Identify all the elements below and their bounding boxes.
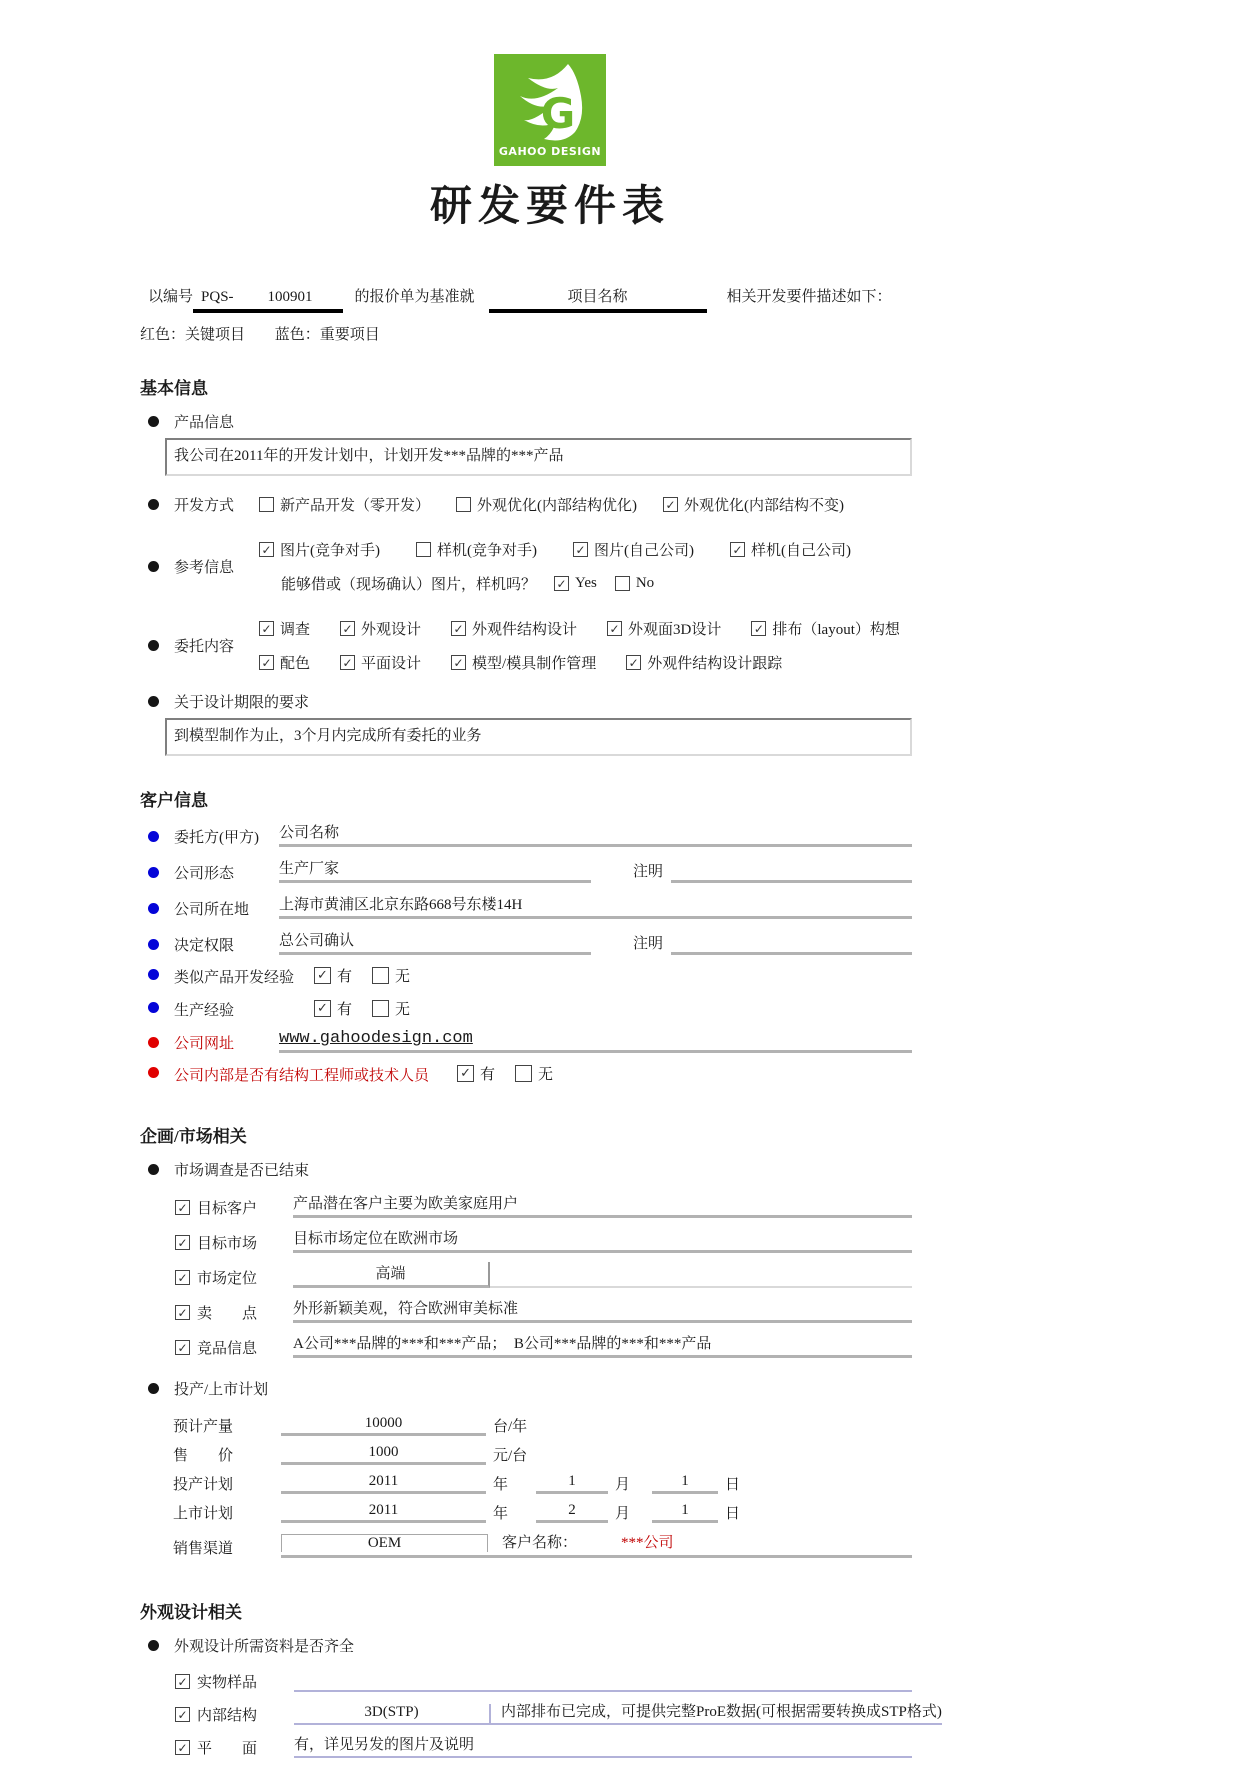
prod-experience-row <box>148 998 912 1021</box>
checkbox-own-picture[interactable]: ✓ <box>573 542 588 557</box>
checkbox-label: 样机(竞争对手) <box>437 543 537 559</box>
output-row <box>173 1415 912 1436</box>
production-plan-row <box>173 1473 912 1494</box>
product-info-label: 产品信息 <box>174 415 235 431</box>
checkbox-competitor-info[interactable]: ✓ <box>175 1340 190 1355</box>
page-title: 研发要件表 <box>429 184 670 230</box>
color-legend <box>140 323 1241 344</box>
logo-brand-text: GAHOO DESIGN <box>498 145 602 158</box>
checkbox-label: 模型/模具制作管理 <box>472 656 597 672</box>
price-row <box>173 1444 912 1465</box>
checkbox-optimize-structure[interactable] <box>456 497 471 512</box>
checkbox-target-customer[interactable]: ✓ <box>175 1200 190 1215</box>
section-heading-customer: 客户信息 <box>140 791 208 810</box>
checkbox-label: Yes <box>575 575 597 591</box>
borrow-yes <box>554 575 597 592</box>
header-prefix: 以编号 <box>148 289 194 305</box>
dev-experience-no <box>372 965 410 986</box>
checkbox-no[interactable] <box>615 576 630 591</box>
sales-channel-row <box>173 1531 912 1558</box>
deadline-label: 关于设计期限的要求 <box>174 695 310 711</box>
launch-year-field[interactable]: 2011 <box>281 1502 486 1523</box>
engineer-no <box>515 1063 553 1084</box>
market-survey-row <box>148 1159 1241 1180</box>
dev-mode-option-1 <box>259 494 430 515</box>
checkbox-label: 有 <box>480 1067 496 1083</box>
commission-3d-design <box>607 618 721 639</box>
launch-date-row <box>173 1502 912 1523</box>
price-field[interactable]: 1000 <box>281 1444 486 1465</box>
checkbox-label: 排布（layout）构想 <box>772 622 900 638</box>
target-market-label: 目标市场 <box>197 1236 258 1252</box>
dev-experience-label: 类似产品开发经验 <box>174 970 295 986</box>
checkbox-label: 图片(竞争对手) <box>280 543 380 559</box>
checkbox-survey[interactable]: ✓ <box>259 621 274 636</box>
bullet-icon <box>148 1640 159 1651</box>
quote-code-label: PQS- <box>201 289 234 305</box>
note-label: 注明 <box>633 936 664 952</box>
borrow-no <box>615 575 654 592</box>
internal-structure-format-field[interactable]: 3D(STP) <box>294 1704 491 1725</box>
launch-date-label: 上市计划 <box>173 1506 234 1522</box>
launch-plan-label: 投产/上市计划 <box>174 1382 269 1398</box>
dev-experience-row <box>148 965 912 988</box>
checkbox-label: No <box>635 575 655 591</box>
location-label: 公司所在地 <box>174 902 250 918</box>
bullet-icon <box>148 1037 159 1048</box>
checkbox-appearance-design[interactable]: ✓ <box>340 621 355 636</box>
checkbox-graphic[interactable]: ✓ <box>175 1740 190 1755</box>
client-label: 委托方(甲方) <box>174 830 259 846</box>
section-heading-planning: 企画/市场相关 <box>140 1127 247 1146</box>
client-name-label: 客户名称： <box>502 1535 578 1551</box>
deadline-input[interactable]: 到模型制作为止，3个月内完成所有委托的业务 <box>165 718 912 756</box>
bullet-icon <box>148 1164 159 1175</box>
checkbox-label: 有 <box>337 1002 353 1018</box>
checkbox-label: 无 <box>538 1067 554 1083</box>
header-middle: 的报价单为基准就 <box>354 289 475 305</box>
company-type-note-field[interactable] <box>671 859 912 883</box>
authority-note-field[interactable] <box>671 931 912 955</box>
production-day-field[interactable]: 1 <box>652 1473 718 1494</box>
quote-code-field[interactable] <box>193 289 343 313</box>
commission-row <box>148 618 1241 673</box>
output-field[interactable]: 10000 <box>281 1415 486 1436</box>
bullet-icon <box>148 867 159 878</box>
commission-appearance-design <box>340 618 421 639</box>
checkbox-mold-management[interactable]: ✓ <box>451 655 466 670</box>
month-unit: 月 <box>615 1477 631 1493</box>
price-unit: 元/台 <box>493 1448 528 1464</box>
prod-experience-yes <box>314 998 352 1019</box>
year-unit: 年 <box>493 1477 509 1493</box>
checkbox-competitor-picture[interactable]: ✓ <box>259 542 274 557</box>
competitor-info-label: 竞品信息 <box>197 1341 258 1357</box>
checkbox-label: 无 <box>395 969 411 985</box>
checkbox-color[interactable]: ✓ <box>259 655 274 670</box>
checkbox-label: 有 <box>337 969 353 985</box>
prod-experience-no <box>372 998 410 1019</box>
reference-option-4 <box>730 539 851 560</box>
sales-channel-label: 销售渠道 <box>173 1541 234 1557</box>
target-market-field[interactable]: 目标市场定位在欧洲市场 <box>293 1227 912 1253</box>
borrow-question: 能够借或（现场确认）图片，样机吗？ <box>281 577 537 593</box>
checkbox-has-experience[interactable]: ✓ <box>314 1000 331 1017</box>
checkbox-no-experience[interactable] <box>372 967 389 984</box>
checkbox-no-experience[interactable] <box>372 1000 389 1017</box>
production-plan-label: 投产计划 <box>173 1477 234 1493</box>
reference-option-3 <box>573 539 694 560</box>
checkbox-market-position[interactable]: ✓ <box>175 1270 190 1285</box>
dev-mode-option-3 <box>663 494 844 515</box>
checkbox-layout[interactable]: ✓ <box>751 621 766 636</box>
header-suffix: 相关开发要件描述如下： <box>726 289 892 305</box>
gahoo-logo <box>494 54 606 171</box>
client-row <box>148 821 912 847</box>
section-heading-basic: 基本信息 <box>140 379 208 398</box>
physical-sample-row <box>175 1668 912 1692</box>
sales-channel-fields <box>281 1531 912 1558</box>
checkbox-selling-point[interactable]: ✓ <box>175 1305 190 1320</box>
checkbox-label: 外观面3D设计 <box>628 622 722 638</box>
bullet-icon <box>148 499 159 510</box>
internal-structure-row <box>175 1700 942 1725</box>
quote-code-value: 100901 <box>267 289 313 305</box>
output-unit: 台/年 <box>493 1419 528 1435</box>
day-unit: 日 <box>725 1506 741 1522</box>
selling-point-field[interactable]: 外形新颖美观，符合欧洲审美标准 <box>293 1297 912 1323</box>
bullet-icon <box>148 903 159 914</box>
location-row <box>148 893 912 919</box>
location-field[interactable]: 上海市黄浦区北京东路668号东楼14H <box>279 893 912 919</box>
product-info-input[interactable]: 我公司在2011年的开发计划中，计划开发***品牌的***产品 <box>165 438 912 476</box>
bullet-icon <box>148 1067 159 1078</box>
target-market-row <box>175 1227 912 1253</box>
prod-experience-label: 生产经验 <box>174 1003 235 1019</box>
product-info-row <box>148 411 1241 432</box>
section-heading-design: 外观设计相关 <box>140 1603 242 1622</box>
gahoo-logo-image <box>494 54 606 166</box>
bullet-icon <box>148 831 159 842</box>
reference-info-row <box>148 539 1241 594</box>
internal-structure-label: 内部结构 <box>197 1708 258 1724</box>
website-row <box>148 1029 912 1053</box>
materials-row <box>148 1635 1241 1656</box>
bullet-icon <box>148 561 159 572</box>
launch-plan-row <box>148 1378 1241 1399</box>
checkbox-has-engineer[interactable]: ✓ <box>457 1065 474 1082</box>
checkbox-label: 外观件结构设计 <box>472 622 578 638</box>
checkbox-graphic-design[interactable]: ✓ <box>340 655 355 670</box>
commission-label: 委托内容 <box>174 639 235 655</box>
bullet-icon <box>148 696 159 707</box>
internal-structure-desc-field[interactable]: 内部排布已完成，可提供完整ProE数据(可根据需要转换成STP格式) <box>491 1700 942 1725</box>
materials-label: 外观设计所需资料是否齐全 <box>174 1639 355 1655</box>
checkbox-structure-follow[interactable]: ✓ <box>626 655 641 670</box>
client-field[interactable]: 公司名称 <box>279 821 912 847</box>
checkbox-label: 外观件结构设计跟踪 <box>647 656 783 672</box>
physical-sample-label: 实物样品 <box>197 1675 258 1691</box>
checkbox-label: 新产品开发（零开发） <box>280 498 431 514</box>
checkbox-target-market[interactable]: ✓ <box>175 1235 190 1250</box>
checkbox-yes[interactable]: ✓ <box>554 576 569 591</box>
graphic-row <box>175 1733 912 1758</box>
authority-field[interactable]: 总公司确认 <box>279 929 591 955</box>
bullet-icon <box>148 969 159 980</box>
note-label: 注明 <box>633 864 664 880</box>
checkbox-3d-design[interactable]: ✓ <box>607 621 622 636</box>
graphic-label: 平 面 <box>197 1741 258 1757</box>
commission-structure-follow <box>626 652 782 673</box>
checkbox-internal-structure[interactable]: ✓ <box>175 1707 190 1722</box>
graphic-field[interactable]: 有，详见另发的图片及说明 <box>294 1733 912 1758</box>
engineer-label: 公司内部是否有结构工程师或技术人员 <box>174 1068 430 1084</box>
day-unit: 日 <box>725 1477 741 1493</box>
legend-red: 红色：关键项目 <box>140 327 246 343</box>
checkbox-physical-sample[interactable]: ✓ <box>175 1674 190 1689</box>
target-customer-field[interactable]: 产品潜在客户主要为欧美家庭用户 <box>293 1192 912 1218</box>
website-url[interactable]: www.gahoodesign.com <box>279 1029 473 1048</box>
checkbox-has-experience[interactable]: ✓ <box>314 967 331 984</box>
logo-monogram: G <box>540 89 576 138</box>
checkbox-label: 图片(自己公司) <box>594 543 694 559</box>
deadline-row <box>148 691 1241 712</box>
engineer-row <box>148 1063 912 1086</box>
checkbox-structure-design[interactable]: ✓ <box>451 621 466 636</box>
authority-row <box>148 929 912 955</box>
checkbox-label: 样机(自己公司) <box>751 543 851 559</box>
launch-day-field[interactable]: 1 <box>652 1502 718 1523</box>
sales-channel-field[interactable]: OEM <box>281 1534 488 1552</box>
checkbox-own-sample[interactable]: ✓ <box>730 542 745 557</box>
website-field[interactable] <box>279 1029 912 1053</box>
commission-structure-design <box>451 618 577 639</box>
dev-mode-option-2 <box>456 494 637 515</box>
bullet-icon <box>148 416 159 427</box>
bullet-icon <box>148 1002 159 1013</box>
competitor-info-field[interactable]: A公司***品牌的***和***产品； B公司***品牌的***和***产品 <box>293 1332 912 1358</box>
project-name-field[interactable]: 项目名称 <box>489 285 707 313</box>
company-type-label: 公司形态 <box>174 866 235 882</box>
competitor-info-row <box>175 1332 912 1358</box>
company-type-row <box>148 857 912 883</box>
checkbox-label: 外观优化(内部结构优化) <box>477 498 638 514</box>
checkbox-label: 配色 <box>280 656 311 672</box>
reference-info-label: 参考信息 <box>174 560 235 576</box>
market-position-field[interactable]: 高端 <box>293 1262 490 1288</box>
reference-option-2 <box>416 539 537 560</box>
selling-point-row <box>175 1297 912 1323</box>
month-unit: 月 <box>615 1506 631 1522</box>
reference-option-1 <box>259 539 380 560</box>
checkbox-label: 平面设计 <box>361 656 422 672</box>
checkbox-competitor-sample[interactable] <box>416 542 431 557</box>
dev-mode-row <box>148 494 1241 515</box>
legend-blue: 蓝色：重要项目 <box>274 327 380 343</box>
target-customer-row <box>175 1192 912 1218</box>
commission-color <box>259 652 310 673</box>
form-header <box>148 285 928 313</box>
checkbox-no-engineer[interactable] <box>515 1065 532 1082</box>
dev-mode-label: 开发方式 <box>174 498 235 514</box>
company-type-field[interactable]: 生产厂家 <box>279 857 591 883</box>
checkbox-label: 外观优化(内部结构不变) <box>684 498 845 514</box>
bullet-icon <box>148 1383 159 1394</box>
production-month-field[interactable]: 1 <box>536 1473 608 1494</box>
checkbox-optimize-appearance[interactable]: ✓ <box>663 497 678 512</box>
checkbox-label: 调查 <box>280 622 311 638</box>
checkbox-new-product[interactable] <box>259 497 274 512</box>
market-position-label: 市场定位 <box>197 1271 258 1287</box>
market-survey-label: 市场调查是否已结束 <box>174 1163 310 1179</box>
year-unit: 年 <box>493 1506 509 1522</box>
engineer-yes <box>457 1063 495 1084</box>
commission-layout <box>751 618 900 639</box>
commission-mold-management <box>451 652 596 673</box>
market-position-extra-field[interactable] <box>490 1266 912 1288</box>
bullet-icon <box>148 640 159 651</box>
authority-label: 决定权限 <box>174 938 235 954</box>
production-year-field[interactable]: 2011 <box>281 1473 486 1494</box>
checkbox-label: 外观设计 <box>361 622 422 638</box>
client-name-value[interactable]: ***公司 <box>621 1535 674 1551</box>
dev-experience-yes <box>314 965 352 986</box>
selling-point-label: 卖 点 <box>197 1306 258 1322</box>
physical-sample-field[interactable] <box>294 1668 912 1692</box>
output-label: 预计产量 <box>173 1419 234 1435</box>
form-top <box>0 0 1100 233</box>
commission-survey <box>259 618 310 639</box>
price-label: 售 价 <box>173 1448 234 1464</box>
target-customer-label: 目标客户 <box>197 1201 258 1217</box>
website-label: 公司网址 <box>174 1036 235 1052</box>
checkbox-label: 无 <box>395 1002 411 1018</box>
market-position-row <box>175 1262 912 1288</box>
launch-month-field[interactable]: 2 <box>536 1502 608 1523</box>
bullet-icon <box>148 939 159 950</box>
commission-graphic-design <box>340 652 421 673</box>
